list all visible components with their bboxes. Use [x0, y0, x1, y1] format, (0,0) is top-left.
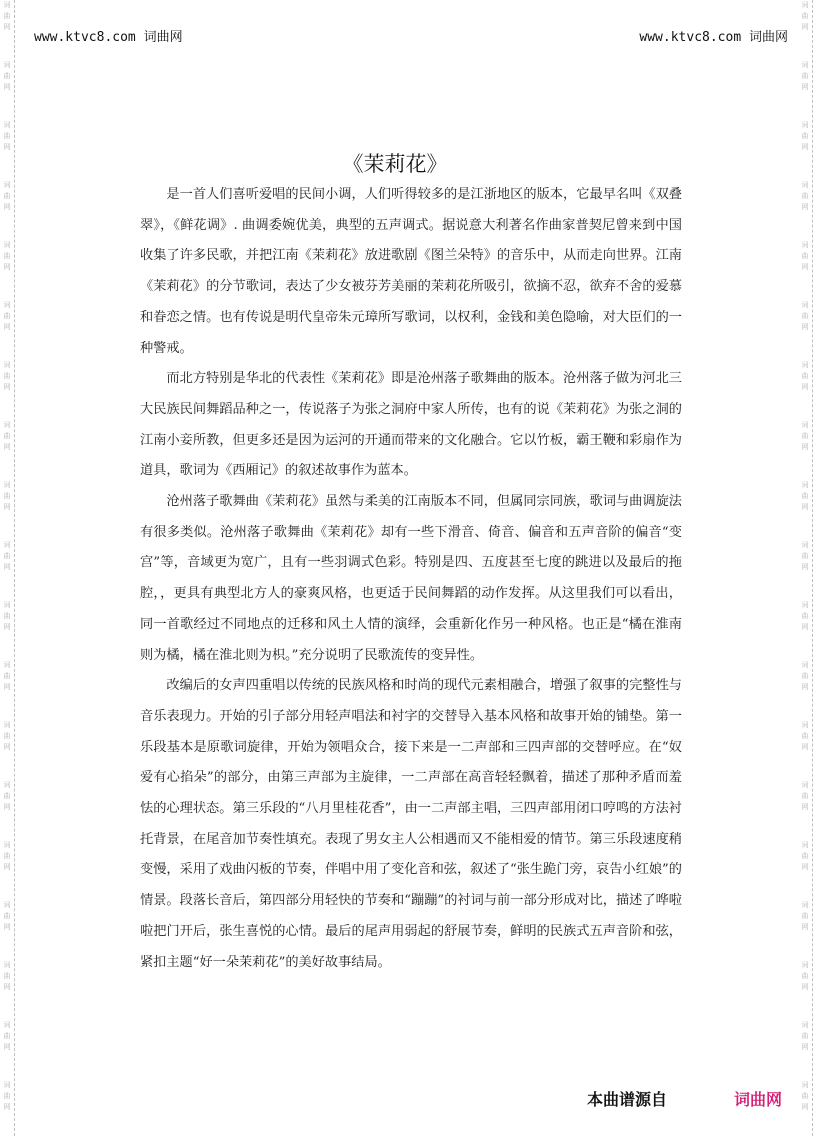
watermark-glyph: 网 — [801, 23, 809, 31]
watermark-glyph: 曲 — [3, 612, 11, 620]
watermark-glyph: 词 — [801, 961, 809, 969]
header-right-site[interactable]: 词曲网 — [748, 30, 788, 45]
watermark-glyph: 曲 — [801, 912, 809, 920]
watermark-glyphs — [1, 180, 13, 213]
watermark-glyph: 网 — [3, 563, 11, 571]
watermark-glyph: 词 — [801, 181, 809, 189]
watermark-glyph: 网 — [801, 623, 809, 631]
watermark-glyph: 网 — [3, 23, 11, 31]
watermark-glyphs — [1, 420, 13, 453]
watermark-glyph: 词 — [3, 961, 11, 969]
watermark-glyph: 网 — [3, 263, 11, 271]
paragraph-1: 是一首人们喜听爱唱的民间小调，人们听得较多的是江浙地区的版本，它最早名叫《双叠翠》，《鲜花调》. 曲调委婉优美，典型的五声调式。据说意大利著名作曲家普契尼曾来到中国收集了许多民歌，并把江南《茉莉花》放进歌剧《图兰朵特》的音乐中，从而走向世界。江南《茉莉花》的分节歌词，表达了少女被芬芳美丽的茉莉花所吸引，欲摘不忍，欲弃不舍的爱慕和眷恋之情。也有传说是明代皇帝朱元璋所写歌词，以权利，金钱和美色隐喻，对大臣们的一种警戒。 — [140, 187, 682, 356]
watermark-glyphs — [1, 660, 13, 693]
watermark-glyph: 词 — [801, 781, 809, 789]
watermark-glyph: 曲 — [801, 192, 809, 200]
watermark-glyph: 词 — [801, 601, 809, 609]
watermark-glyph: 曲 — [801, 552, 809, 560]
watermark-glyphs — [1, 360, 13, 393]
watermark-glyph: 网 — [3, 323, 11, 331]
watermark-glyph: 网 — [3, 203, 11, 211]
watermark-glyph: 网 — [801, 443, 809, 451]
watermark-glyph: 曲 — [801, 132, 809, 140]
watermark-glyph: 曲 — [801, 852, 809, 860]
watermark-glyph: 曲 — [801, 372, 809, 380]
watermark-glyphs — [1, 540, 13, 573]
watermark-glyph: 曲 — [3, 132, 11, 140]
watermark-glyph: 词 — [3, 1081, 11, 1089]
watermark-glyph: 词 — [3, 601, 11, 609]
watermark-glyph: 词 — [801, 901, 809, 909]
watermark-glyph: 曲 — [3, 192, 11, 200]
watermark-glyph: 词 — [3, 1, 11, 9]
watermark-glyph: 曲 — [801, 492, 809, 500]
watermark-glyph: 曲 — [3, 492, 11, 500]
watermark-glyphs — [799, 900, 811, 933]
watermark-glyph: 词 — [3, 541, 11, 549]
watermark-glyph: 曲 — [801, 672, 809, 680]
article-body — [140, 180, 682, 978]
watermark-glyphs — [799, 180, 811, 213]
watermark-glyph: 曲 — [801, 612, 809, 620]
watermark-glyphs — [799, 540, 811, 573]
watermark-glyph: 曲 — [801, 432, 809, 440]
watermark-glyph: 网 — [3, 1103, 11, 1111]
watermark-glyph: 词 — [3, 721, 11, 729]
watermark-glyphs — [799, 780, 811, 813]
watermark-glyph: 曲 — [3, 72, 11, 80]
watermark-glyph: 曲 — [801, 72, 809, 80]
watermark-glyph: 网 — [801, 743, 809, 751]
watermark-glyph: 曲 — [801, 1032, 809, 1040]
watermark-glyphs — [1, 600, 13, 633]
watermark-glyph: 词 — [3, 1021, 11, 1029]
watermark-glyphs — [799, 720, 811, 753]
watermark-glyph: 词 — [801, 1, 809, 9]
watermark-glyph: 词 — [801, 1021, 809, 1029]
watermark-glyph: 曲 — [3, 372, 11, 380]
watermark-glyphs — [1, 240, 13, 273]
footer-source-label: 本曲谱源自 — [587, 1090, 668, 1109]
watermark-glyph: 曲 — [801, 792, 809, 800]
watermark-glyph: 网 — [3, 923, 11, 931]
watermark-glyph: 网 — [3, 383, 11, 391]
watermark-glyph: 词 — [801, 241, 809, 249]
footer-site-link[interactable]: 词曲网 — [734, 1090, 783, 1109]
header-left — [34, 26, 183, 45]
watermark-glyph: 曲 — [3, 792, 11, 800]
watermark-glyph: 网 — [3, 983, 11, 991]
watermark-glyph: 网 — [3, 83, 11, 91]
watermark-glyphs — [1, 480, 13, 513]
watermark-glyph: 曲 — [801, 252, 809, 260]
watermark-glyph: 曲 — [3, 672, 11, 680]
watermark-glyph: 曲 — [3, 252, 11, 260]
watermark-glyph: 网 — [3, 743, 11, 751]
watermark-glyphs — [799, 660, 811, 693]
watermark-glyphs — [799, 420, 811, 453]
watermark-glyph: 词 — [3, 421, 11, 429]
watermark-glyph: 词 — [3, 901, 11, 909]
watermark-glyph: 词 — [3, 61, 11, 69]
watermark-glyph: 网 — [801, 503, 809, 511]
watermark-glyph: 网 — [3, 803, 11, 811]
watermark-glyph: 词 — [801, 421, 809, 429]
watermark-glyphs — [1, 960, 13, 993]
watermark-glyphs — [799, 1080, 811, 1113]
watermark-glyphs — [799, 0, 811, 33]
watermark-glyph: 曲 — [3, 1092, 11, 1100]
watermark-glyph: 词 — [3, 181, 11, 189]
watermark-glyphs — [799, 60, 811, 93]
watermark-glyph: 词 — [3, 781, 11, 789]
watermark-glyph: 词 — [801, 121, 809, 129]
watermark-glyphs — [799, 840, 811, 873]
watermark-glyph: 词 — [3, 361, 11, 369]
watermark-glyphs — [1, 780, 13, 813]
watermark-glyphs — [799, 600, 811, 633]
watermark-glyph: 曲 — [3, 12, 11, 20]
watermark-glyph: 曲 — [801, 972, 809, 980]
paragraph-3: 沧州落子歌舞曲《茉莉花》虽然与柔美的江南版本不同，但属同宗同族，歌词与曲调旋法有很多类似。沧州落子歌舞曲《茉莉花》却有一些下滑音、倚音、偏音和五声音阶的偏音“变宫”等，音域更为宽广，且有一些羽调式色彩。特别是四、五度甚至七度的跳进以及最后的拖腔，，更具有典型北方人的豪爽风格，也更适于民间舞蹈的动作发挥。从这里我们可以看出，同一首歌经过不同地点的迁移和风土人情的演绎，会重新化作另一种风格。也正是“橘在淮南则为橘，橘在淮北则为枳。”充分说明了民歌流传的变异性。 — [140, 494, 682, 663]
watermark-glyph: 网 — [801, 143, 809, 151]
watermark-glyph: 词 — [3, 241, 11, 249]
watermark-glyph: 网 — [801, 683, 809, 691]
article-title: 《茉莉花》 — [342, 152, 448, 176]
header-right-url[interactable]: www.ktvc8.com — [639, 30, 742, 45]
watermark-glyph: 网 — [3, 863, 11, 871]
watermark-glyph: 曲 — [801, 1092, 809, 1100]
watermark-glyph: 网 — [801, 383, 809, 391]
watermark-glyphs — [1, 900, 13, 933]
watermark-glyphs — [799, 480, 811, 513]
watermark-glyph: 网 — [3, 623, 11, 631]
watermark-glyph: 网 — [801, 923, 809, 931]
watermark-glyphs — [799, 960, 811, 993]
watermark-glyph: 网 — [801, 1103, 809, 1111]
watermark-glyphs — [1, 1080, 13, 1113]
watermark-glyphs — [1, 840, 13, 873]
watermark-glyph: 词 — [801, 481, 809, 489]
watermark-glyph: 网 — [801, 1043, 809, 1051]
watermark-glyph: 网 — [801, 863, 809, 871]
watermark-glyph: 网 — [801, 983, 809, 991]
watermark-glyph: 曲 — [801, 732, 809, 740]
watermark-glyph: 曲 — [3, 912, 11, 920]
watermark-glyph: 曲 — [3, 312, 11, 320]
watermark-glyph: 词 — [3, 841, 11, 849]
watermark-glyphs — [1, 720, 13, 753]
watermark-glyphs — [799, 1020, 811, 1053]
watermark-glyph: 网 — [3, 1043, 11, 1051]
right-dashed-rule — [812, 0, 813, 1136]
watermark-glyph: 网 — [801, 263, 809, 271]
watermark-glyph: 词 — [801, 1081, 809, 1089]
watermark-glyph: 网 — [3, 143, 11, 151]
watermark-glyph: 词 — [3, 301, 11, 309]
watermark-glyph: 词 — [3, 121, 11, 129]
watermark-glyph: 网 — [3, 503, 11, 511]
watermark-glyph: 网 — [801, 563, 809, 571]
watermark-glyph: 词 — [3, 661, 11, 669]
watermark-glyph: 词 — [801, 301, 809, 309]
watermark-glyph: 词 — [801, 541, 809, 549]
paragraph-4: 改编后的女声四重唱以传统的民族风格和时尚的现代元素相融合，增强了叙事的完整性与音乐表现力。开始的引子部分用轻声唱法和衬字的交替导入基本风格和故事开始的铺垫。第一乐段基本是原歌词旋律，开始为领唱众合，接下来是一二声部和三四声部的交替呼应。在“奴爱有心掐朵”的部分，由第三声部为主旋律，一二声部在高音轻轻飘着，描述了那种矛盾而羞怯的心理状态。第三乐段的“八月里桂花香”，由一二声部主唱，三四声部用闭口哼鸣的方法衬托背景，在尾音加节奏性填充。表现了男女主人公相遇而又不能相爱的情节。第三乐段速度稍变慢，采用了戏曲闪板的节奏，伴唱中用了变化音和弦，叙述了“张生跪门旁，哀告小红娘”的情景。段落长音后，第四部分用轻快的节奏和“蹦蹦”的衬词与前一部分形成对比，描述了哗啦啦把门开后，张生喜悦的心情。最后的尾声用弱起的舒展节奏，鲜明的民族式五声音阶和弦，紧扣主题“好一朵茉莉花”的美好故事结局。 — [140, 678, 682, 970]
watermark-glyphs — [1, 0, 13, 33]
watermark-glyph: 词 — [801, 361, 809, 369]
watermark-glyphs — [1, 1020, 13, 1053]
header-left-site[interactable]: 词曲网 — [143, 30, 183, 45]
watermark-glyph: 网 — [3, 683, 11, 691]
watermark-glyphs — [799, 360, 811, 393]
watermark-glyph: 曲 — [3, 432, 11, 440]
watermark-glyph: 曲 — [3, 552, 11, 560]
watermark-glyph: 网 — [3, 443, 11, 451]
header-left-url[interactable]: www.ktvc8.com — [34, 30, 136, 45]
watermark-glyphs — [1, 300, 13, 333]
watermark-glyph: 词 — [801, 61, 809, 69]
watermark-glyph: 网 — [801, 83, 809, 91]
watermark-glyph: 词 — [801, 661, 809, 669]
header-right — [639, 26, 788, 45]
watermark-glyph: 曲 — [801, 12, 809, 20]
watermark-glyphs — [1, 60, 13, 93]
watermark-glyph: 曲 — [3, 1032, 11, 1040]
watermark-glyph: 曲 — [3, 972, 11, 980]
watermark-glyph: 曲 — [801, 312, 809, 320]
watermark-glyphs — [799, 240, 811, 273]
watermark-glyph: 词 — [3, 481, 11, 489]
watermark-glyph: 词 — [801, 721, 809, 729]
paragraph-2: 而北方特别是华北的代表性《茉莉花》即是沧州落子歌舞曲的版本。沧州落子做为河北三大民族民间舞蹈品种之一，传说落子为张之洞府中家人所传，也有的说《茉莉花》为张之洞的江南小妾所教，但更多还是因为运河的开通而带来的文化融合。它以竹板，霸王鞭和彩扇作为道具，歌词为《西厢记》的叙述故事作为蓝本。 — [140, 371, 682, 479]
watermark-glyph: 曲 — [3, 732, 11, 740]
watermark-glyph: 网 — [801, 203, 809, 211]
watermark-glyphs — [799, 300, 811, 333]
watermark-glyph: 曲 — [3, 852, 11, 860]
watermark-glyph: 网 — [801, 323, 809, 331]
watermark-glyph: 网 — [801, 803, 809, 811]
watermark-glyph: 词 — [801, 841, 809, 849]
